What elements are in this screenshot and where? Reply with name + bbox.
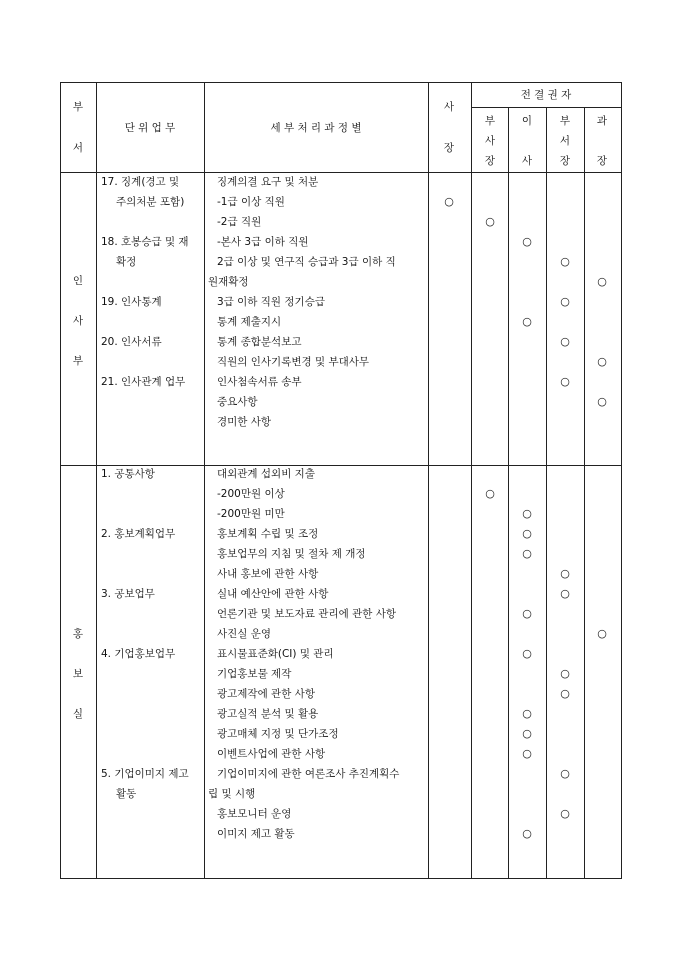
approval-mark: ○ bbox=[560, 767, 570, 780]
header-vp-1: 부 bbox=[484, 115, 496, 127]
detail-2-7: 언론기관 및 보도자료 관리에 관한 사항 bbox=[217, 608, 396, 620]
detail-2-17: 홍보모니터 운영 bbox=[217, 808, 292, 820]
task-18-cont: 확정 bbox=[116, 256, 137, 268]
task-17-cont: 주의처분 포함) bbox=[116, 196, 185, 208]
approval-mark: ○ bbox=[522, 727, 532, 740]
table-top-border bbox=[60, 82, 621, 83]
header-dept-1: 부 bbox=[72, 101, 84, 113]
approval-mark: ○ bbox=[560, 667, 570, 680]
detail-1-9: 직원의 인사기록변경 및 부대사무 bbox=[217, 356, 370, 368]
detail-1-5: 원재확정 bbox=[208, 276, 249, 288]
approval-mark: ○ bbox=[560, 687, 570, 700]
detail-1-10: 인사첨속서류 송부 bbox=[217, 376, 302, 388]
detail-2-11: 광고제작에 관한 사항 bbox=[217, 688, 315, 700]
task-p5-cont: 활동 bbox=[116, 788, 137, 800]
col-divider-depthead bbox=[584, 107, 585, 879]
detail-2-14: 이벤트사업에 관한 사항 bbox=[217, 748, 326, 760]
approval-mark: ○ bbox=[560, 375, 570, 388]
approval-mark: ○ bbox=[597, 627, 607, 640]
col-divider-president bbox=[471, 82, 472, 879]
approval-mark: ○ bbox=[522, 235, 532, 248]
header-president-1: 사 bbox=[443, 101, 455, 113]
approval-mark: ○ bbox=[560, 335, 570, 348]
detail-2-2: -200만원 미만 bbox=[217, 508, 285, 520]
col-divider-task bbox=[204, 82, 205, 879]
detail-1-3: -본사 3급 이하 직원 bbox=[217, 236, 309, 248]
header-approval-group: 전 결 권 자 bbox=[520, 89, 572, 101]
approval-mark: ○ bbox=[560, 295, 570, 308]
detail-2-16: 립 및 시행 bbox=[208, 788, 256, 800]
task-18: 18. 호봉승급 및 재 bbox=[101, 236, 189, 248]
col-divider-dept bbox=[96, 82, 97, 879]
approval-mark: ○ bbox=[444, 195, 454, 208]
approval-mark: ○ bbox=[522, 547, 532, 560]
detail-2-5: 사내 홍보에 관한 사항 bbox=[217, 568, 319, 580]
detail-2-6: 실내 예산안에 관한 사항 bbox=[217, 588, 329, 600]
detail-1-0: 징계의결 요구 및 처분 bbox=[217, 176, 319, 188]
col-divider-detail bbox=[428, 82, 429, 879]
detail-1-7: 통계 제출지시 bbox=[217, 316, 282, 328]
detail-2-3: 홍보계획 수립 및 조정 bbox=[217, 528, 319, 540]
approval-mark: ○ bbox=[560, 255, 570, 268]
task-p3: 3. 공보업무 bbox=[101, 588, 155, 600]
header-chief-1: 과 bbox=[596, 115, 608, 127]
detail-2-8: 사진실 운영 bbox=[217, 628, 272, 640]
approval-mark: ○ bbox=[560, 567, 570, 580]
approval-mark: ○ bbox=[522, 707, 532, 720]
task-21: 21. 인사관계 업무 bbox=[101, 376, 186, 388]
task-p4: 4. 기업홍보업무 bbox=[101, 648, 176, 660]
header-director-1: 이 bbox=[521, 115, 533, 127]
header-director-2: 사 bbox=[521, 155, 533, 167]
task-19: 19. 인사통계 bbox=[101, 296, 162, 308]
header-president-2: 장 bbox=[443, 142, 455, 154]
approval-mark: ○ bbox=[597, 395, 607, 408]
border-left bbox=[60, 82, 61, 879]
header-bottom-border bbox=[60, 172, 621, 173]
task-20: 20. 인사서류 bbox=[101, 336, 162, 348]
task-p2: 2. 홍보계획업무 bbox=[101, 528, 176, 540]
col-divider-vp bbox=[508, 107, 509, 879]
approval-mark: ○ bbox=[522, 647, 532, 660]
section1-dept-1: 인 bbox=[72, 275, 84, 287]
task-p5: 5. 기업이미지 제고 bbox=[101, 768, 189, 780]
task-17: 17. 징계(경고 및 bbox=[101, 176, 180, 188]
approval-mark: ○ bbox=[522, 527, 532, 540]
approval-mark: ○ bbox=[560, 587, 570, 600]
detail-2-18: 이미지 제고 활동 bbox=[217, 828, 295, 840]
header-detail-process: 세 부 처 리 과 정 별 bbox=[270, 122, 362, 134]
approval-mark: ○ bbox=[522, 507, 532, 520]
detail-1-6: 3급 이하 직원 정기승급 bbox=[217, 296, 325, 308]
detail-2-10: 기업홍보물 제작 bbox=[217, 668, 292, 680]
detail-2-12: 광고실적 분석 및 활용 bbox=[217, 708, 319, 720]
section1-dept-3: 부 bbox=[72, 355, 84, 367]
detail-1-2: -2급 직원 bbox=[217, 216, 262, 228]
detail-1-12: 경미한 사항 bbox=[217, 416, 272, 428]
approval-mark: ○ bbox=[485, 215, 495, 228]
header-unit-task: 단 위 업 무 bbox=[124, 122, 176, 134]
detail-2-0: 대외관계 섭외비 지출 bbox=[217, 468, 315, 480]
section-divider bbox=[60, 465, 621, 466]
section2-dept-2: 보 bbox=[72, 668, 84, 680]
header-depthead-1: 부 bbox=[559, 115, 571, 127]
approval-mark: ○ bbox=[522, 827, 532, 840]
detail-2-9: 표시물표준화(CI) 및 관리 bbox=[217, 648, 334, 660]
detail-2-13: 광고매체 지정 및 단가조정 bbox=[217, 728, 339, 740]
header-dept-2: 서 bbox=[72, 142, 84, 154]
approval-mark: ○ bbox=[522, 747, 532, 760]
border-right bbox=[621, 82, 622, 879]
approval-mark: ○ bbox=[485, 487, 495, 500]
approval-mark: ○ bbox=[522, 315, 532, 328]
header-depthead-2: 서 bbox=[559, 135, 571, 147]
task-p1: 1. 공통사항 bbox=[101, 468, 155, 480]
header-vp-2: 사 bbox=[484, 135, 496, 147]
detail-1-4: 2급 이상 및 연구직 승급과 3급 이하 직 bbox=[217, 256, 396, 268]
section2-dept-3: 실 bbox=[72, 708, 84, 720]
header-chief-2: 장 bbox=[596, 155, 608, 167]
approval-mark: ○ bbox=[560, 807, 570, 820]
approval-mark: ○ bbox=[597, 355, 607, 368]
approval-mark: ○ bbox=[522, 607, 532, 620]
header-vp-3: 장 bbox=[484, 155, 496, 167]
col-divider-director bbox=[546, 107, 547, 879]
section1-dept-2: 사 bbox=[72, 315, 84, 327]
section2-dept-1: 홍 bbox=[72, 628, 84, 640]
detail-1-8: 통계 종합분석보고 bbox=[217, 336, 302, 348]
header-depthead-3: 장 bbox=[559, 155, 571, 167]
table-bottom-border bbox=[60, 878, 621, 879]
detail-2-15: 기업이미지에 관한 여론조사 추진계획수 bbox=[217, 768, 400, 780]
detail-2-1: -200만원 이상 bbox=[217, 488, 285, 500]
approval-mark: ○ bbox=[597, 275, 607, 288]
detail-1-11: 중요사항 bbox=[217, 396, 258, 408]
detail-1-1: -1급 이상 직원 bbox=[217, 196, 285, 208]
detail-2-4: 홍보업무의 지침 및 절차 제 개정 bbox=[217, 548, 366, 560]
